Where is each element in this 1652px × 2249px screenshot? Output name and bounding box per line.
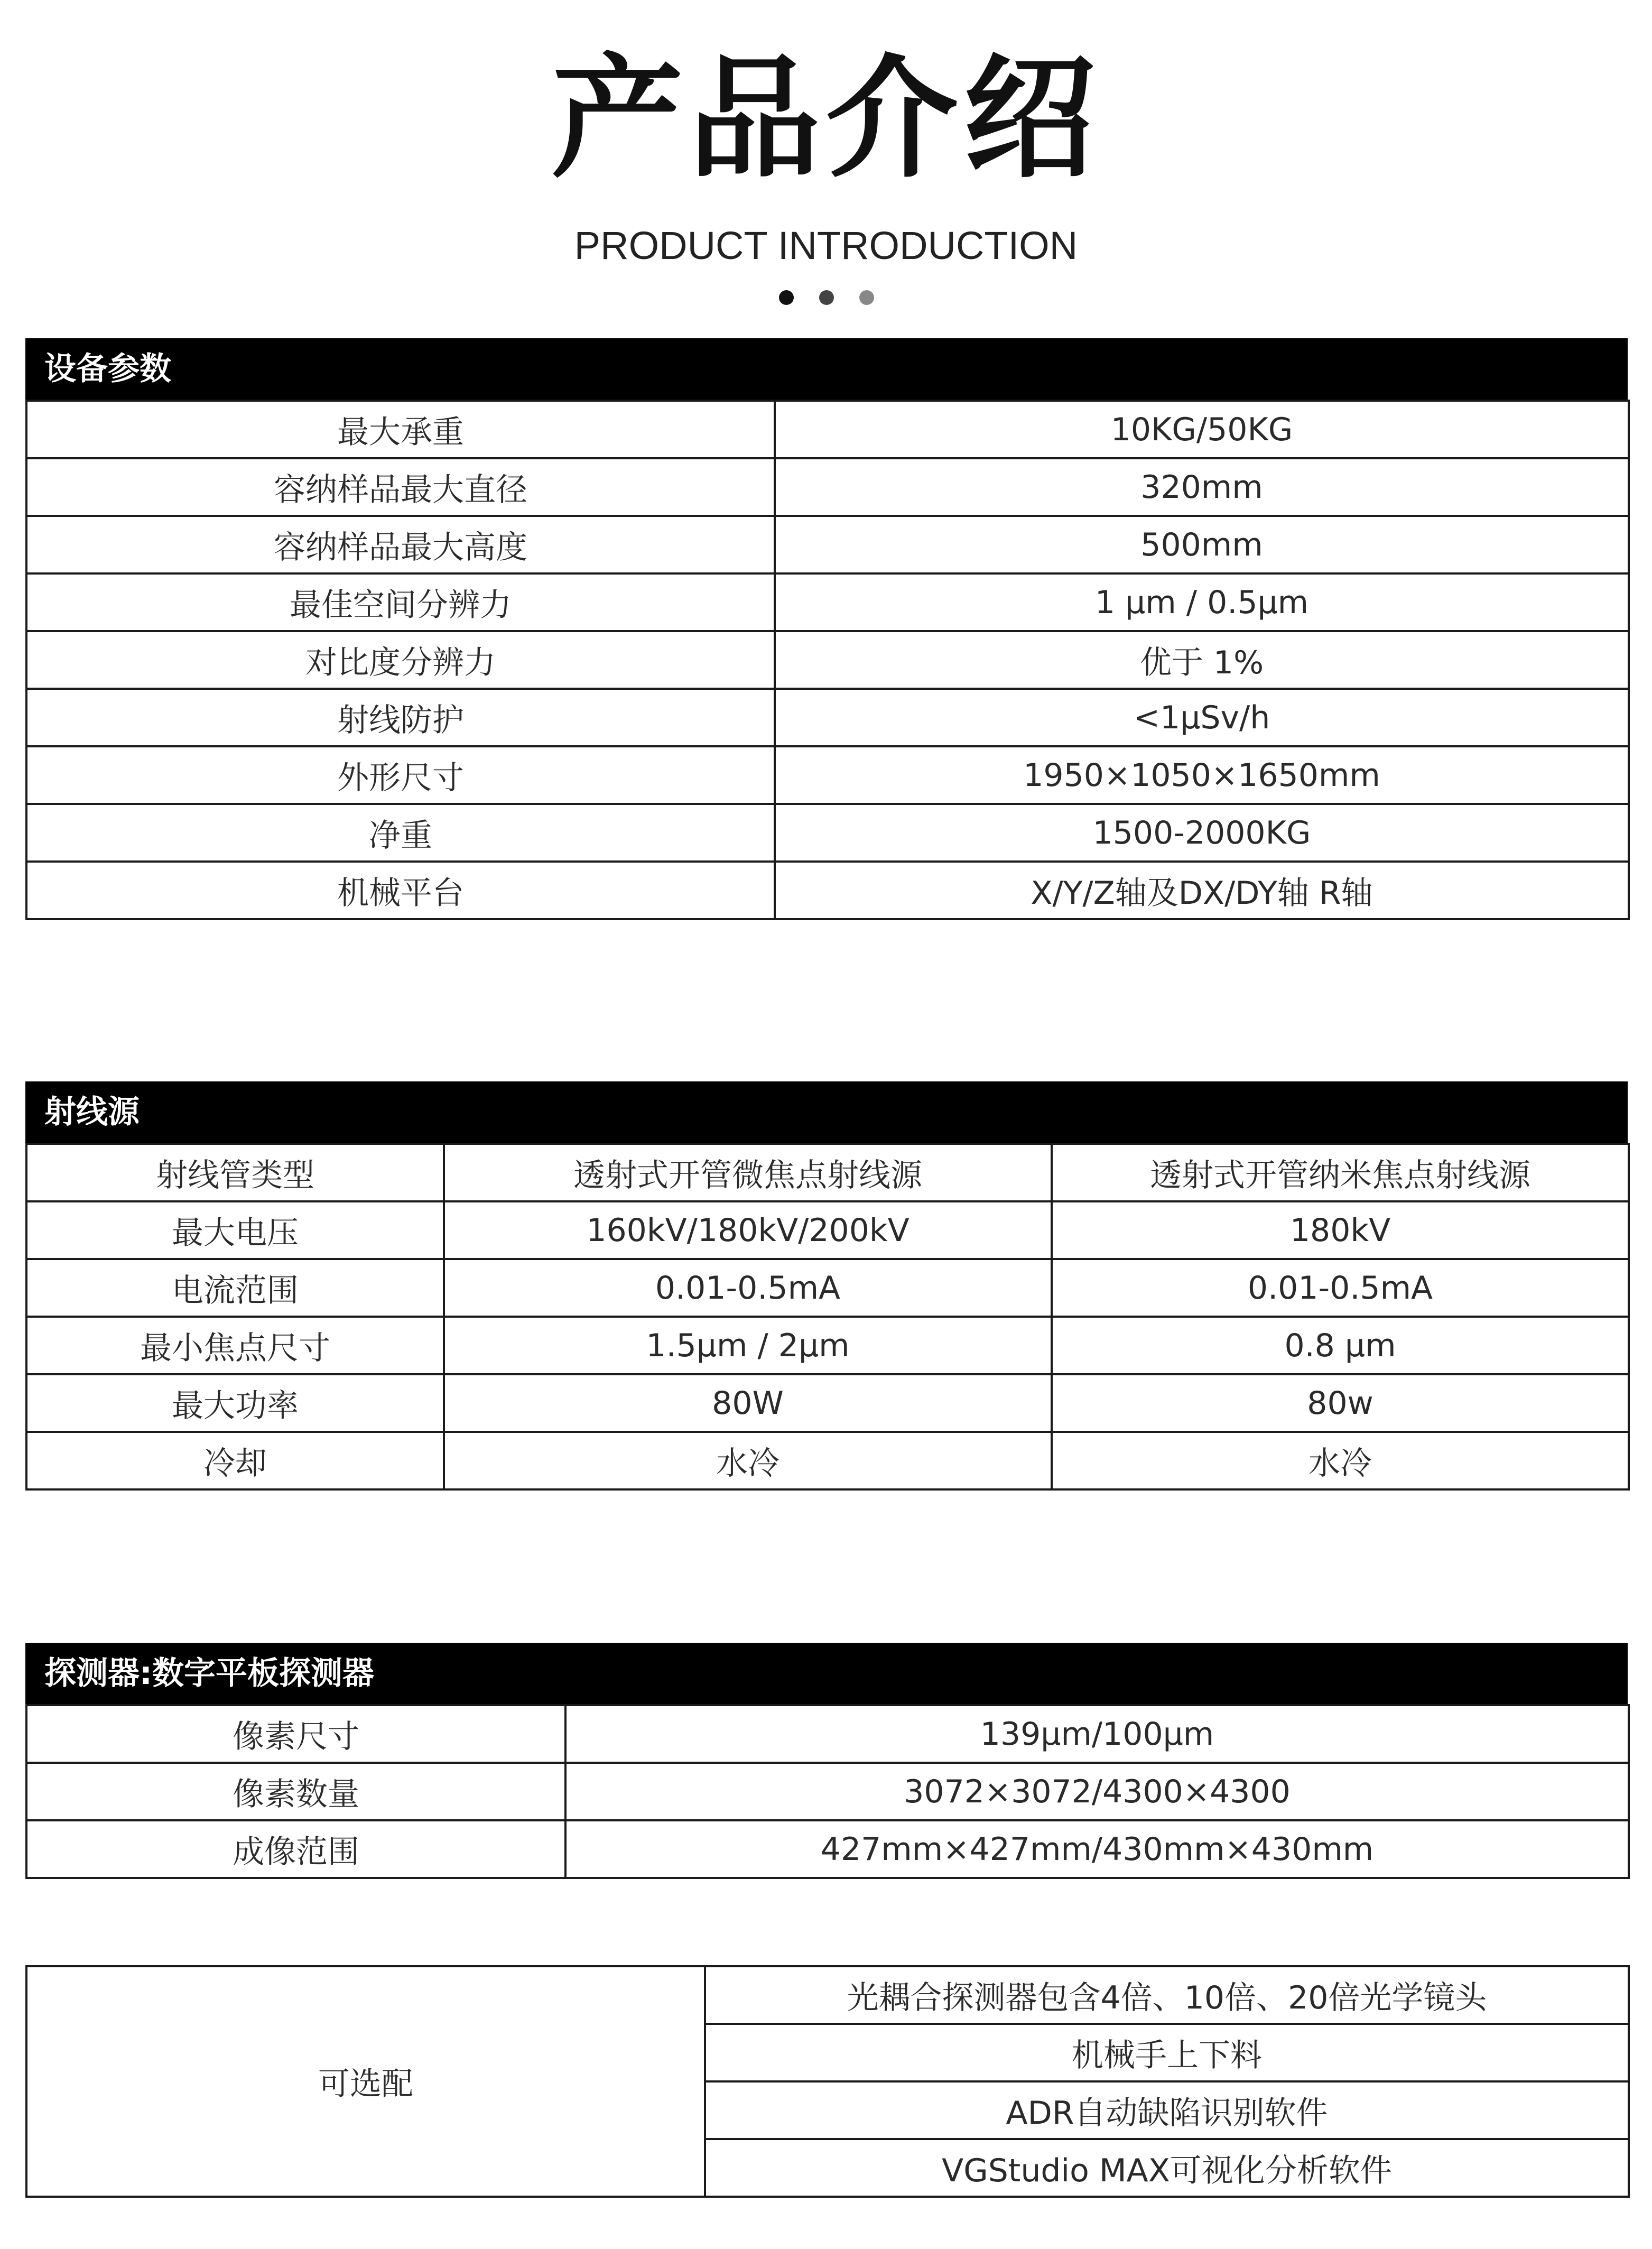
row-value: 500mm — [775, 516, 1629, 573]
source-section-header: 射线源 — [25, 1081, 1628, 1143]
row-value: 427mm×427mm/430mm×430mm — [565, 1820, 1629, 1878]
option-item: 机械手上下料 — [705, 2024, 1629, 2081]
row-label: 像素尺寸 — [26, 1705, 565, 1763]
detector-table — [25, 1704, 1630, 1879]
table-row — [26, 516, 1629, 573]
row-label: 最小焦点尺寸 — [26, 1317, 444, 1374]
table-row — [26, 458, 1629, 516]
row-label: 净重 — [26, 804, 775, 862]
option-item: VGStudio MAX可视化分析软件 — [705, 2139, 1629, 2197]
table-row — [26, 1705, 1629, 1763]
table-row — [26, 1432, 1629, 1489]
row-value: 1500-2000KG — [775, 804, 1629, 862]
row-label: 射线管类型 — [26, 1144, 444, 1201]
options-table — [25, 1965, 1630, 2198]
row-label: 外形尺寸 — [26, 746, 775, 804]
row-label: 机械平台 — [26, 862, 775, 919]
row-value-nanofocus: 0.01-0.5mA — [1052, 1259, 1629, 1317]
table-row — [26, 1201, 1629, 1259]
table-row — [26, 746, 1629, 804]
row-value-nanofocus: 透射式开管纳米焦点射线源 — [1052, 1144, 1629, 1201]
source-table — [25, 1143, 1630, 1491]
row-value-nanofocus: 水冷 — [1052, 1432, 1629, 1489]
row-value: X/Y/Z轴及DX/DY轴 R轴 — [775, 862, 1629, 919]
row-value: 10KG/50KG — [775, 401, 1629, 458]
row-label: 最大电压 — [26, 1201, 444, 1259]
row-label: 冷却 — [26, 1432, 444, 1489]
row-value-nanofocus: 80w — [1052, 1374, 1629, 1432]
table-row — [26, 689, 1629, 746]
table-row — [26, 401, 1629, 458]
row-value: 320mm — [775, 458, 1629, 516]
row-value: 1950×1050×1650mm — [775, 746, 1629, 804]
row-label: 容纳样品最大高度 — [26, 516, 775, 573]
row-value-microfocus: 0.01-0.5mA — [444, 1259, 1052, 1317]
detector-section-header: 探测器:数字平板探测器 — [25, 1643, 1628, 1704]
options-label: 可选配 — [26, 1966, 705, 2197]
row-label: 射线防护 — [26, 689, 775, 746]
table-row — [26, 631, 1629, 689]
row-label: 成像范围 — [26, 1820, 565, 1878]
row-value: <1μSv/h — [775, 689, 1629, 746]
table-row — [26, 1966, 1629, 2024]
equipment-table — [25, 400, 1630, 920]
row-label: 最大承重 — [26, 401, 775, 458]
decorative-dots — [779, 290, 874, 306]
table-row — [26, 1259, 1629, 1317]
page-subtitle: PRODUCT INTRODUCTION — [574, 224, 1078, 267]
row-value: 139μm/100μm — [565, 1705, 1629, 1763]
table-row — [26, 1144, 1629, 1201]
table-row — [26, 1820, 1629, 1878]
dot-1 — [779, 290, 794, 305]
table-row — [26, 1763, 1629, 1820]
row-value-microfocus: 水冷 — [444, 1432, 1052, 1489]
table-row — [26, 573, 1629, 631]
row-value: 1 μm / 0.5μm — [775, 573, 1629, 631]
row-label: 电流范围 — [26, 1259, 444, 1317]
dot-3 — [859, 290, 874, 305]
row-label: 最佳空间分辨力 — [26, 573, 775, 631]
dot-2 — [819, 290, 834, 305]
table-row — [26, 862, 1629, 919]
page-title: 产品介绍 — [551, 42, 1101, 196]
row-value-microfocus: 80W — [444, 1374, 1052, 1432]
row-label: 最大功率 — [26, 1374, 444, 1432]
row-label: 像素数量 — [26, 1763, 565, 1820]
row-value: 3072×3072/4300×4300 — [565, 1763, 1629, 1820]
row-value: 优于 1% — [775, 631, 1629, 689]
option-item: ADR自动缺陷识别软件 — [705, 2081, 1629, 2139]
option-item: 光耦合探测器包含4倍、10倍、20倍光学镜头 — [705, 1966, 1629, 2024]
row-label: 对比度分辨力 — [26, 631, 775, 689]
table-row — [26, 804, 1629, 862]
row-value-nanofocus: 180kV — [1052, 1201, 1629, 1259]
equipment-section-header: 设备参数 — [25, 338, 1628, 400]
table-row — [26, 1317, 1629, 1374]
row-value-nanofocus: 0.8 μm — [1052, 1317, 1629, 1374]
table-row — [26, 1374, 1629, 1432]
row-value-microfocus: 透射式开管微焦点射线源 — [444, 1144, 1052, 1201]
row-label: 容纳样品最大直径 — [26, 458, 775, 516]
row-value-microfocus: 160kV/180kV/200kV — [444, 1201, 1052, 1259]
row-value-microfocus: 1.5μm / 2μm — [444, 1317, 1052, 1374]
